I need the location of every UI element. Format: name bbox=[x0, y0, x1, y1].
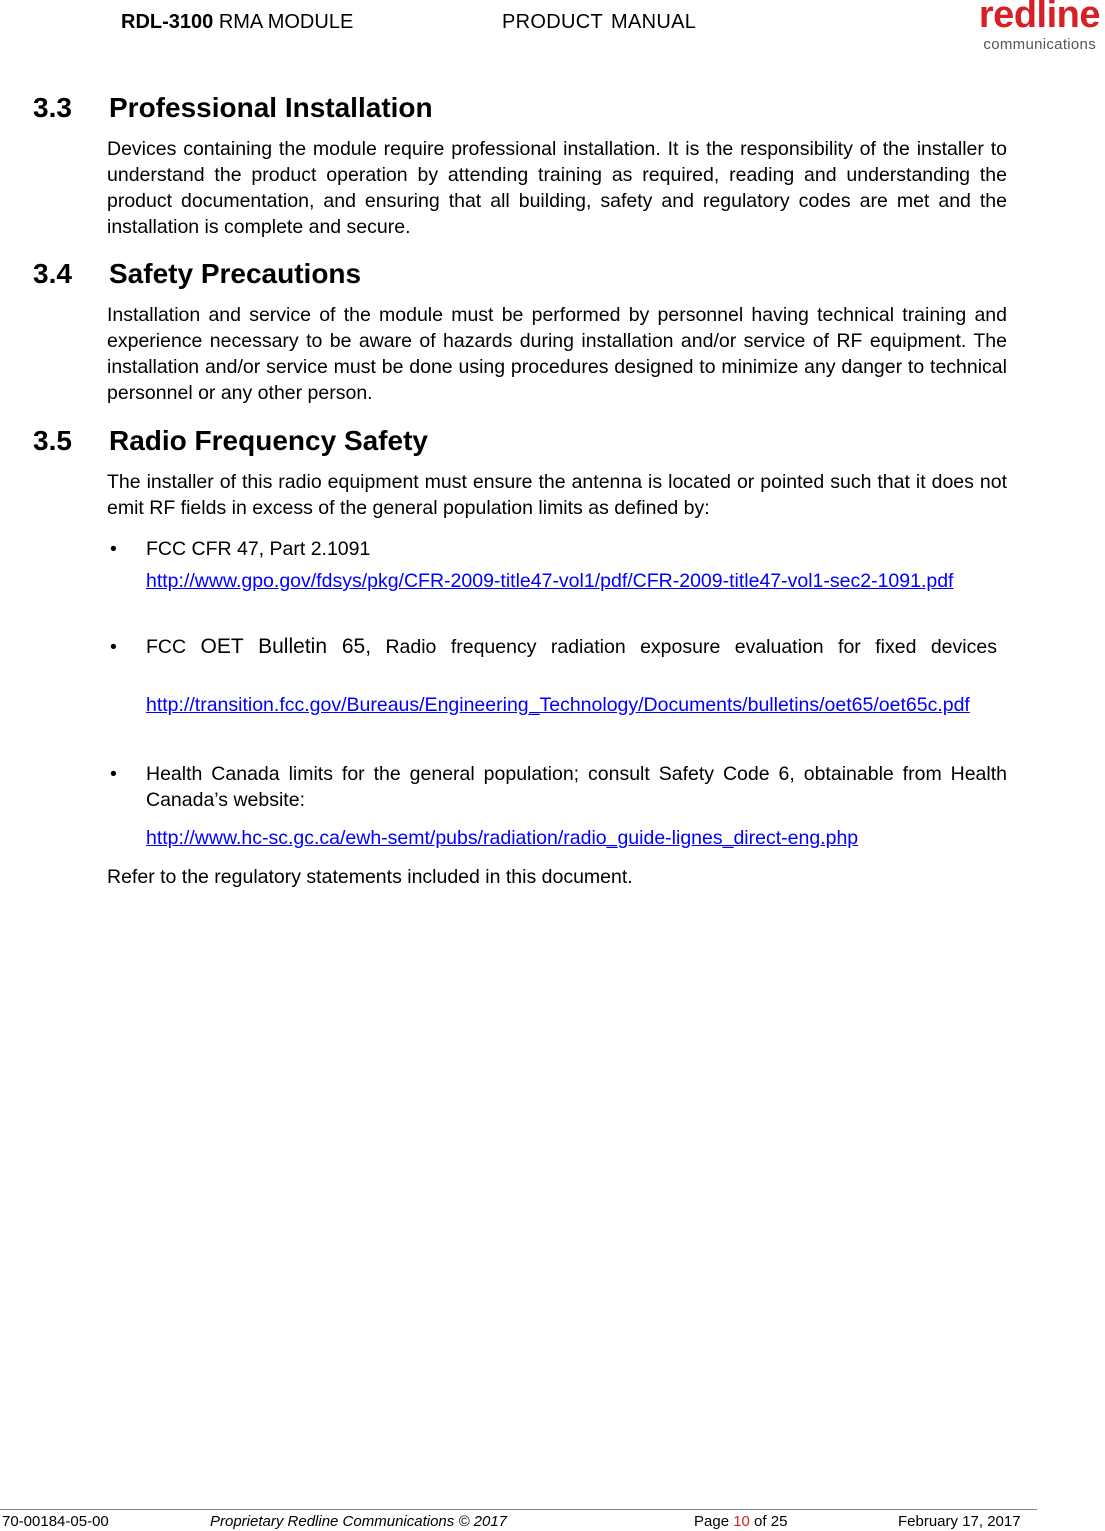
footer-document-id: 70-00184-05-00 bbox=[2, 1513, 109, 1530]
footer-page-number: Page 10 of 25 bbox=[694, 1513, 788, 1530]
bullet-icon: • bbox=[110, 636, 117, 658]
header-manual-label: PRODUCT MANUAL bbox=[502, 11, 697, 33]
page-header bbox=[0, 0, 1105, 60]
footer-date: February 17, 2017 bbox=[898, 1513, 1021, 1530]
header-document-title: RDL-3100 RMA MODULE bbox=[121, 11, 354, 33]
redline-logo bbox=[966, 0, 1100, 58]
bullet-icon: • bbox=[110, 763, 117, 785]
logo-wordmark: redline bbox=[978, 0, 1100, 36]
footer-proprietary: Proprietary Redline Communications © 2017 bbox=[210, 1513, 508, 1530]
bullet-text: FCC CFR 47, Part 2.1091 bbox=[146, 538, 371, 560]
logo-subtitle: communications bbox=[983, 36, 1096, 53]
closing-text: Refer to the regulatory statements included in this document. bbox=[107, 866, 633, 888]
section-3-3-body: Devices containing the module require professional installation. It is the responsibility of the installer to understand the product operation by attending training as required, reading and understanding the product documentation, and ensuring that all building, safety and regulatory codes are met and the installation is complete and secure. bbox=[107, 138, 1007, 238]
section-3-4-body: Installation and service of the module must be performed by personnel having technical training and experience necessary to be aware of hazards during installation and/or service of RF equipment. The installation and/or service must be done using procedures designed to minimize any danger to technical personnel or any other person. bbox=[107, 304, 1007, 404]
link-fcc-cfr-47[interactable]: http://www.gpo.gov/fdsys/pkg/CFR-2009-title47-vol1/pdf/CFR-2009-title47-vol1-sec2-1091.pdf bbox=[146, 570, 954, 592]
bullet-text: FCC OET Bulletin 65, Radio frequency radiation exposure evaluation for fixed devices bbox=[146, 635, 997, 658]
bullet-text: Health Canada limits for the general population; consult Safety Code 6, obtainable from Health Canada’s website: bbox=[146, 763, 1007, 811]
section-3-5-body: The installer of this radio equipment must ensure the antenna is located or pointed such that it does not emit RF fields in excess of the general population limits as defined by: bbox=[107, 471, 1007, 519]
bullet-icon: • bbox=[110, 538, 117, 560]
link-health-canada[interactable]: http://www.hc-sc.gc.ca/ewh-semt/pubs/radiation/radio_guide-lignes_direct-eng.php bbox=[146, 827, 859, 849]
link-oet-bulletin-65[interactable]: http://transition.fcc.gov/Bureaus/Engineering_Technology/Documents/bulletins/oet65/oet65c.pdf bbox=[146, 694, 970, 716]
footer-divider bbox=[0, 1509, 1037, 1510]
